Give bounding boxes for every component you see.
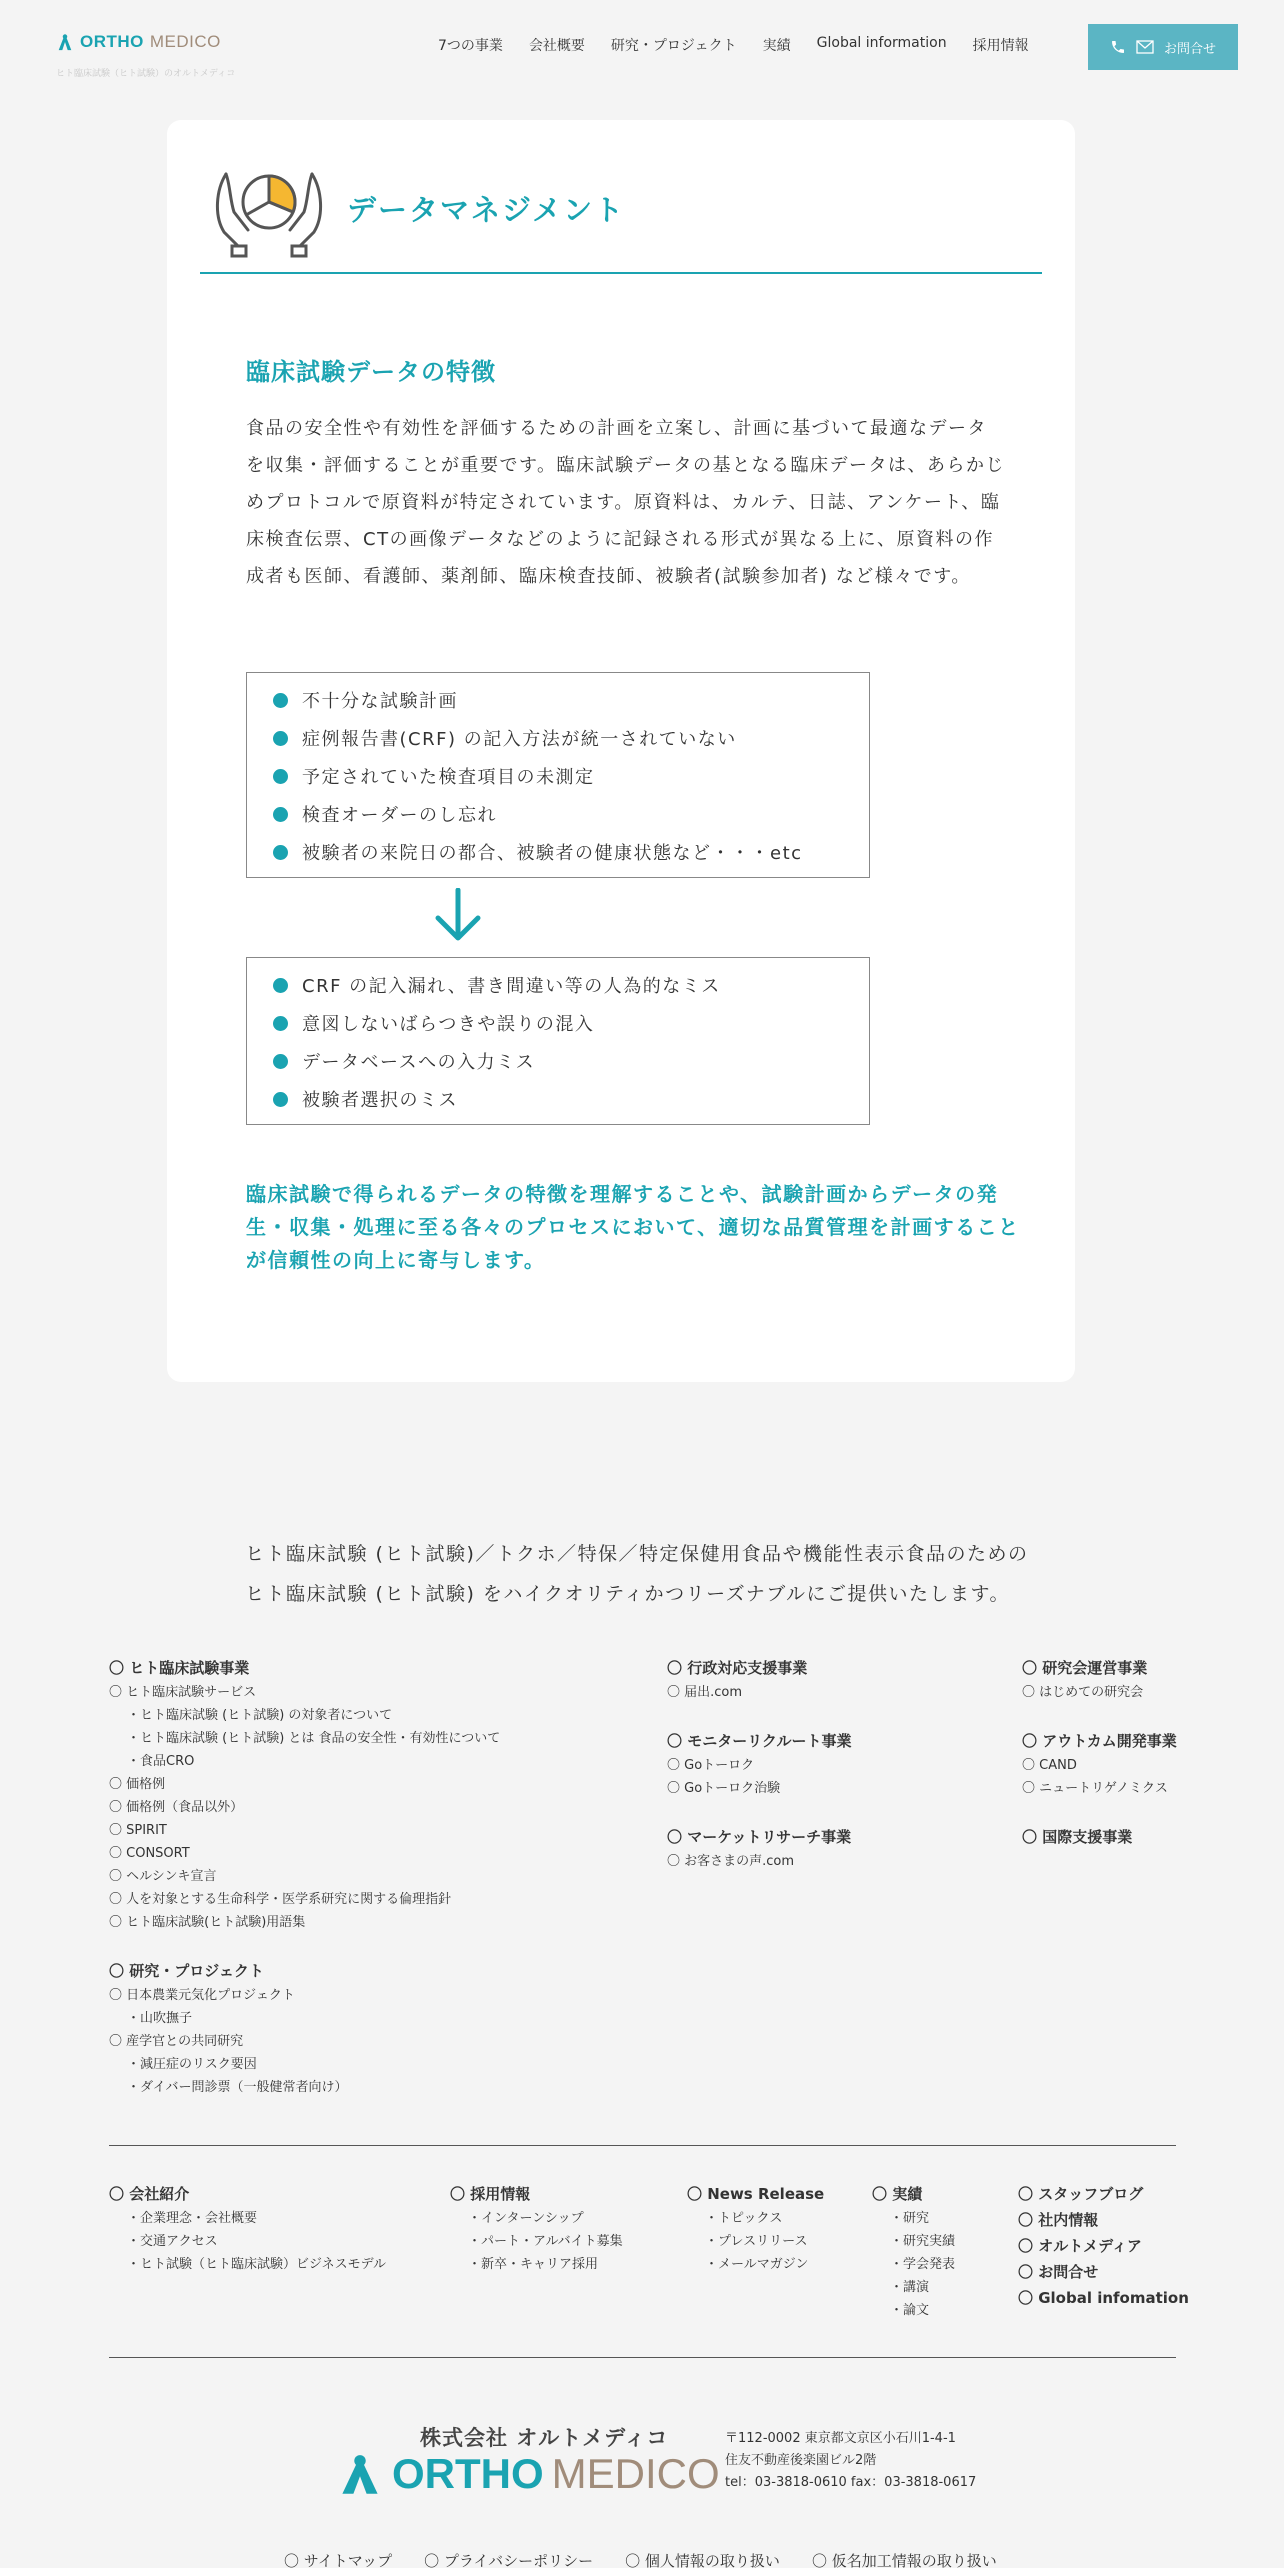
nav-results[interactable]: 実績 (762, 38, 791, 54)
nav-global[interactable]: Global information (816, 35, 947, 51)
sitemap-heading[interactable]: 〇 ヒト臨床試験事業 (109, 1659, 250, 1677)
sitemap-link[interactable]: 〇 ヘルシンキ宣言 (109, 1869, 217, 1884)
sitemap-link[interactable]: 〇 お客さまの声.com (667, 1854, 795, 1869)
body-paragraph: 食品の安全性や有効性を評価するための計画を立案し、計画に基づいて最適なデータを収集・評価することが重要です。臨床試験データの基となる臨床データは、あらかじめプロトコルで原資料が特定されています。原資料は、カルテ、日誌、アンケート、臨床検査伝票、CTの画像データなどのように記録される形式が異なる上に、原資料の作成者も医師、看護師、薬剤師、臨床検査技師、被験者(試験参加者) など様々です。 (246, 418, 1006, 587)
footer-link[interactable]: ・インターンシップ (468, 2211, 584, 2226)
causes-box (246, 672, 870, 878)
list-item: 被験者の来院日の都合、被験者の健康状態など・・・etc (273, 833, 869, 871)
bullet-icon (273, 807, 288, 822)
sitemap-col-3 (1022, 1655, 1177, 1850)
logo-medico-text: MEDICO (149, 32, 221, 51)
footer-col-results (872, 2181, 955, 2322)
footer-link[interactable]: ・メールマガジン (705, 2257, 809, 2272)
nav-company[interactable]: 会社概要 (528, 38, 585, 54)
footer-heading[interactable]: 〇 実績 (872, 2185, 923, 2203)
intro-text: ヒト臨床試験 (ヒト試験)／トクホ／特保／特定保健用食品や機能性表示食品のための ヒト臨床試験 (ヒト試験) をハイクオリティかつリーズナブルにご提供いたします。 (245, 1543, 1029, 1605)
sitemap-link[interactable]: 〇 価格例（食品以外） (109, 1800, 244, 1815)
sitemap-link[interactable]: 〇 人を対象とする生命科学・医学系研究に関する倫理指針 (109, 1892, 452, 1907)
sitemap-link[interactable]: ・山吹撫子 (127, 2011, 193, 2026)
footer-heading[interactable]: 〇 News Release (687, 2185, 825, 2203)
bullet-icon (273, 1016, 288, 1031)
sitemap-link[interactable]: 〇 価格例 (109, 1777, 166, 1792)
list-item: 症例報告書(CRF) の記入方法が統一されていない (273, 719, 869, 757)
sitemap-heading[interactable]: 〇 マーケットリサーチ事業 (667, 1828, 852, 1846)
bullet-icon (273, 769, 288, 784)
mail-icon (1136, 40, 1154, 54)
footer-link[interactable]: ・研究実績 (890, 2234, 956, 2249)
footer-link[interactable]: ・企業理念・会社概要 (127, 2211, 258, 2226)
title-divider (200, 272, 1042, 274)
nav-business[interactable]: 7つの事業 (438, 38, 503, 54)
sitemap-link[interactable]: 〇 ヒト臨床試験(ヒト試験)用語集 (109, 1915, 306, 1930)
bullet-icon (273, 731, 288, 746)
sitemap-heading[interactable]: 〇 行政対応支援事業 (667, 1659, 808, 1677)
results-box (246, 957, 870, 1125)
footer-link[interactable]: ・ヒト試験（ヒト臨床試験）ビジネスモデル (127, 2257, 386, 2272)
logo-medico-text: MEDICO (551, 2450, 720, 2497)
sitemap-link[interactable]: 〇 Goトーロク (667, 1758, 755, 1773)
bottom-links (284, 2550, 997, 2568)
footer-heading[interactable]: 〇 社内情報 (1018, 2211, 1099, 2229)
divider (109, 2145, 1176, 2146)
sitemap-link[interactable]: ・食品CRO (127, 1754, 195, 1769)
footer-link[interactable]: ・交通アクセス (127, 2234, 218, 2249)
footer-link[interactable]: ・学会発表 (890, 2257, 956, 2272)
nav-research[interactable]: 研究・プロジェクト (610, 38, 737, 54)
sitemap-link[interactable]: 〇 サイトマップ (284, 2552, 393, 2568)
logo-mark-icon (336, 2452, 384, 2496)
sitemap-heading[interactable]: 〇 研究会運営事業 (1022, 1659, 1148, 1677)
bullet-icon (273, 1092, 288, 1107)
footer-link[interactable]: ・論文 (890, 2303, 930, 2318)
nav-recruit[interactable]: 採用情報 (972, 38, 1029, 54)
footer-col-misc (1018, 2181, 1189, 2311)
main-nav (438, 35, 1055, 55)
sitemap-link[interactable]: 〇 はじめての研究会 (1022, 1685, 1144, 1700)
company-name: 株式会社 オルトメディコ (420, 2426, 669, 2450)
arrow-down-icon (434, 888, 482, 942)
bullet-icon (273, 845, 288, 860)
sitemap-link[interactable]: 〇 CAND (1022, 1758, 1077, 1773)
section-title: 臨床試験データの特徴 (246, 358, 496, 386)
list-item: 予定されていた検査項目の未測定 (273, 757, 869, 795)
contact-button[interactable] (1088, 24, 1238, 70)
company-address: 〒112-0002 東京都文京区小石川1-4-1 住友不動産後楽園ビル2階 tel：03-3818-0610 fax：03-3818-0617 (725, 2431, 977, 2490)
bullet-icon (273, 693, 288, 708)
list-item: 検査オーダーのし忘れ (273, 795, 869, 833)
sitemap-col-1 (109, 1655, 500, 2099)
divider (109, 2357, 1176, 2358)
footer-link[interactable]: ・パート・アルバイト募集 (468, 2234, 623, 2249)
sitemap-link[interactable]: ・減圧症のリスク要因 (127, 2057, 257, 2072)
footer-heading[interactable]: 〇 採用情報 (450, 2185, 531, 2203)
logo-ortho-text: ORTHO (80, 32, 144, 51)
footer-link[interactable]: ・新卒・キャリア採用 (468, 2257, 599, 2272)
pseudonymized-info-link[interactable]: 〇 仮名加工情報の取り扱い (811, 2552, 997, 2568)
sitemap-link[interactable]: 〇 Goトーロク治験 (667, 1781, 781, 1796)
footer-link[interactable]: ・トピックス (705, 2211, 783, 2226)
sitemap-link[interactable]: 〇 産学官との共同研究 (109, 2034, 244, 2049)
sitemap-link[interactable]: 〇 届出.com (667, 1685, 743, 1700)
bullet-icon (273, 978, 288, 993)
logo-ortho-text: ORTHO (392, 2450, 544, 2497)
page-title: データマネジメント (347, 193, 626, 227)
list-item: 意図しないばらつきや誤りの混入 (273, 1004, 869, 1042)
hands-pie-chart-icon (208, 160, 330, 260)
sitemap-link[interactable]: ・ヒト臨床試験 (ヒト試験) とは 食品の安全性・有効性について (127, 1731, 501, 1746)
logo[interactable] (56, 32, 221, 52)
bullet-icon (273, 1054, 288, 1069)
footer-heading[interactable]: 〇 オルトメディア (1018, 2237, 1142, 2255)
sitemap-link[interactable]: 〇 ヒト臨床試験サービス (109, 1685, 257, 1700)
sitemap-heading[interactable]: 〇 国際支援事業 (1022, 1828, 1133, 1846)
sitemap-link[interactable]: 〇 SPIRIT (109, 1823, 167, 1838)
footer-link[interactable]: ・講演 (890, 2280, 930, 2295)
phone-icon (1110, 39, 1126, 55)
list-item: CRF の記入漏れ、書き間違い等の人為的なミス (273, 966, 869, 1004)
conclusion-text: 臨床試験で得られるデータの特徴を理解することや、試験計画からデータの発生・収集・処理に至る各々のプロセスにおいて、適切な品質管理を計画することが信頼性の向上に寄与します。 (246, 1182, 1020, 1272)
sitemap-heading[interactable]: 〇 研究・プロジェクト (109, 1962, 264, 1980)
footer-link[interactable]: ・研究 (890, 2211, 930, 2226)
footer-col-news (687, 2181, 824, 2276)
contact-label: お問合せ (1163, 41, 1216, 57)
personal-info-link[interactable]: 〇 個人情報の取り扱い (625, 2552, 780, 2568)
footer-logo[interactable] (336, 2450, 720, 2498)
footer-heading[interactable]: 〇 スタッフブログ (1018, 2185, 1144, 2203)
sitemap-col-2 (667, 1655, 851, 1873)
sitemap-link[interactable]: ・ヒト臨床試験 (ヒト試験) の対象者について (127, 1708, 393, 1723)
footer-col-company (109, 2181, 386, 2276)
footer-link[interactable]: ・プレスリリース (705, 2234, 808, 2249)
list-item: 被験者選択のミス (273, 1080, 869, 1118)
list-item: 不十分な試験計画 (273, 681, 869, 719)
logo-mark-icon (56, 33, 74, 51)
sitemap-link[interactable]: ・ダイバー問診票（一般健常者向け） (127, 2080, 348, 2095)
list-item: データベースへの入力ミス (273, 1042, 869, 1080)
footer-heading[interactable]: 〇 お問合せ (1018, 2263, 1099, 2281)
footer-heading[interactable]: 〇 Global infomation (1018, 2289, 1189, 2307)
footer-heading[interactable]: 〇 会社紹介 (109, 2185, 190, 2203)
sitemap-heading[interactable]: 〇 モニターリクルート事業 (667, 1732, 852, 1750)
footer-col-recruit (450, 2181, 623, 2276)
sitemap-link[interactable]: 〇 CONSORT (109, 1846, 190, 1861)
sitemap-heading[interactable]: 〇 アウトカム開発事業 (1022, 1732, 1177, 1750)
sitemap-link[interactable]: 〇 ニュートリゲノミクス (1022, 1781, 1168, 1796)
logo-subtitle: ヒト臨床試験（ヒト試験）のオルトメディコ (56, 69, 236, 79)
privacy-link[interactable]: 〇 プライバシーポリシー (424, 2552, 594, 2568)
sitemap-link[interactable]: 〇 日本農業元気化プロジェクト (109, 1988, 295, 2003)
